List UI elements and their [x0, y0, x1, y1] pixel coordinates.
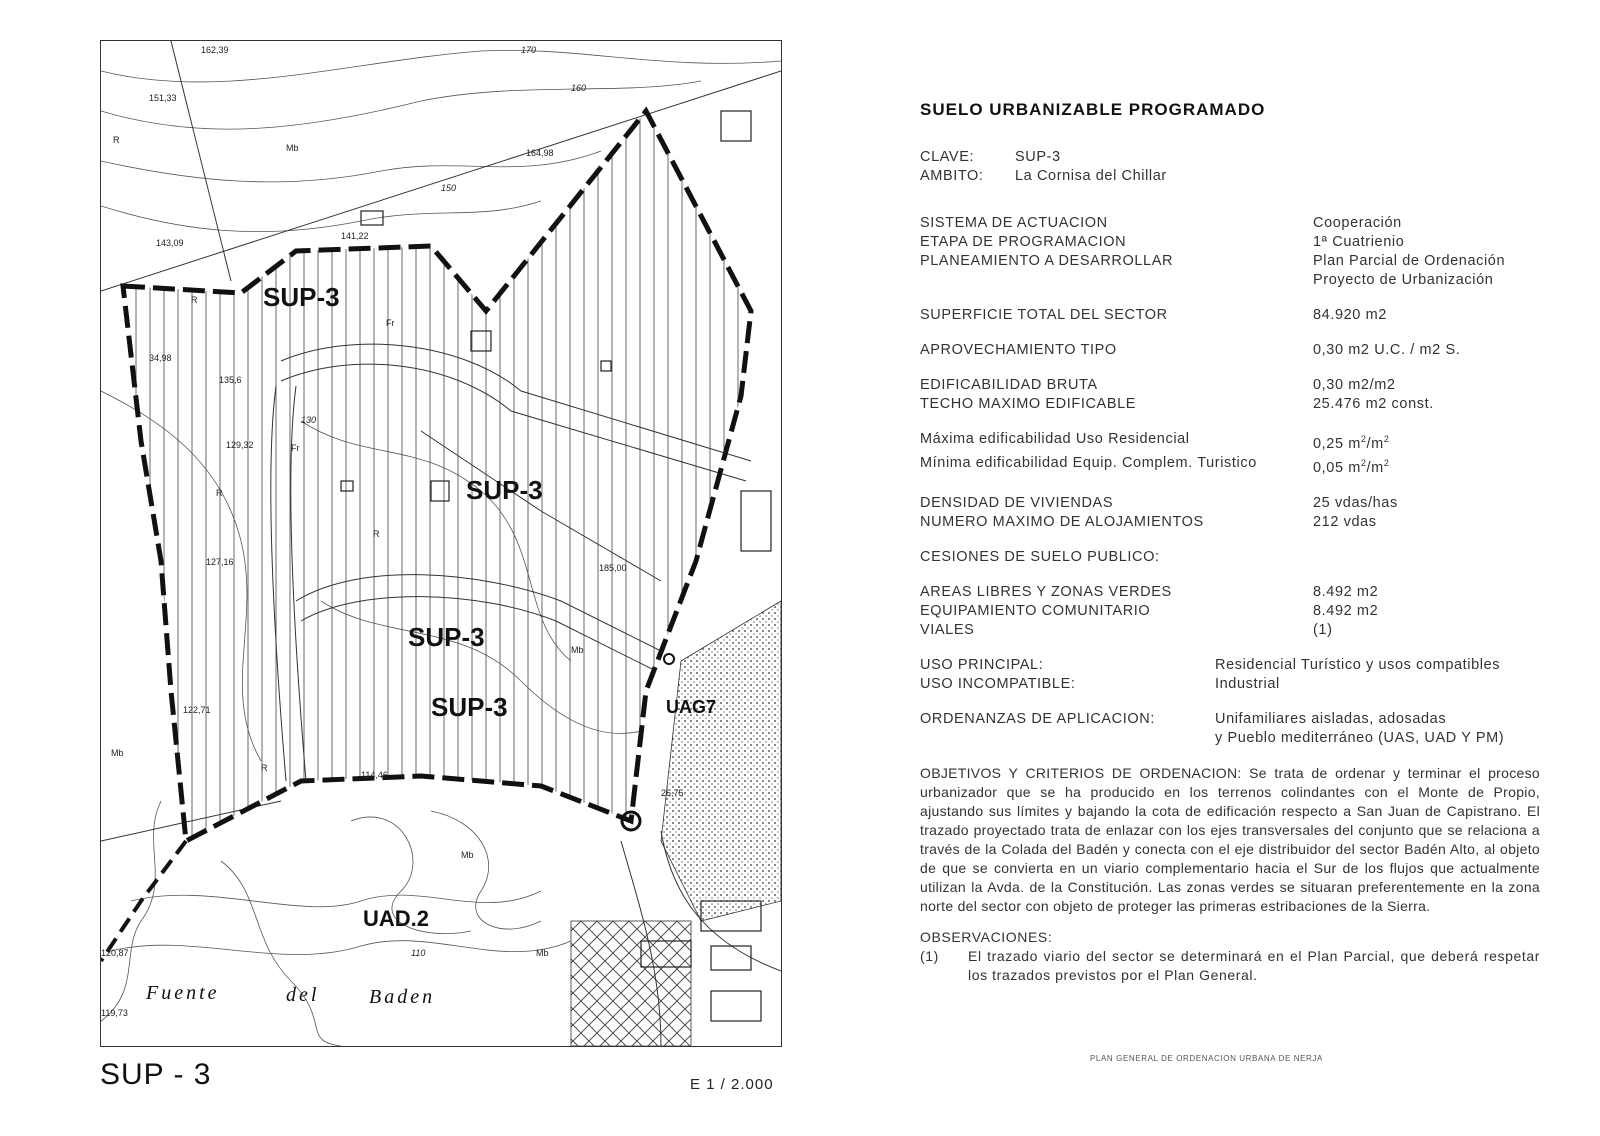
numero-value: 212 vdas: [1313, 513, 1377, 530]
elevation-label: 122,71: [183, 705, 211, 715]
zone-label: R: [113, 135, 120, 145]
viales-value: (1): [1313, 621, 1333, 638]
map-code: SUP - 3: [100, 1058, 212, 1091]
sector-label: SUP-3: [466, 475, 543, 505]
zone-label: Mb: [111, 748, 124, 758]
sector-label: SUP-3: [408, 622, 485, 652]
observacion-text: El trazado viario del sector se determinará en el Plan Parcial, que deberá respetar los trazados previstos por el Plan General.: [968, 947, 1540, 983]
contour-label: 130: [301, 415, 317, 425]
elevation-label: 120,87: [101, 948, 129, 958]
ordenanzas-label: ORDENANZAS DE APLICACION:: [920, 710, 1155, 727]
unit-sup: 2: [1360, 434, 1367, 444]
clave-value: SUP-3: [1015, 149, 1061, 165]
footer-note: PLAN GENERAL DE ORDENACION URBANA DE NERJA: [1090, 1054, 1323, 1063]
uad-label: UAG7: [666, 697, 717, 717]
densidad-label: DENSIDAD DE VIVIENDAS: [920, 494, 1114, 511]
edificabilidad-value: 0,30 m2/m2: [1313, 377, 1396, 393]
sector-label: SUP-3: [263, 282, 340, 312]
zone-label: R: [191, 295, 198, 305]
clave-label: CLAVE:: [920, 149, 975, 165]
zone-label: Mb: [536, 948, 549, 958]
zone-label: R: [373, 529, 380, 539]
areas-value: 8.492 m2: [1313, 583, 1379, 600]
observacion-number: (1): [920, 947, 939, 964]
elevation-label: 127,16: [206, 557, 234, 567]
elevation-label: 25,75: [661, 788, 684, 798]
techo-value: 25.476 m2 const.: [1313, 396, 1434, 412]
uad-label: UAD.2: [363, 906, 430, 931]
viales-label: VIALES: [920, 621, 975, 638]
sheet-title: SUELO URBANIZABLE PROGRAMADO: [920, 100, 1266, 119]
min-edificabilidad-value: [1313, 454, 1540, 478]
min-value-text: 0,05 m: [1313, 459, 1361, 476]
elevation-label: 185,00: [599, 563, 627, 573]
cesiones-label: CESIONES DE SUELO PUBLICO:: [920, 548, 1160, 565]
max-edificabilidad-label: Máxima edificabilidad Uso Residencial: [920, 431, 1190, 447]
contour-label: 170: [521, 45, 537, 55]
plan-map: [100, 40, 782, 1047]
elevation-label: 162,39: [201, 45, 229, 55]
elevation-label: 143,09: [156, 238, 184, 248]
uso-principal-label: USO PRINCIPAL:: [920, 656, 1044, 673]
zone-label: Mb: [286, 143, 299, 153]
edificabilidad-label: EDIFICABILIDAD BRUTA: [920, 377, 1098, 393]
elevation-label: 141,22: [341, 231, 369, 241]
zone-label: Mb: [461, 850, 474, 860]
urban-block-cross: [571, 921, 691, 1046]
boundary-marker: [664, 654, 674, 664]
aprovechamiento-value: 0,30 m2 U.C. / m2 S.: [1313, 342, 1461, 358]
uso-incompatible-value: Industrial: [1215, 675, 1280, 692]
zone-label: Fr: [386, 318, 395, 328]
sistema-value: Cooperación: [1313, 215, 1402, 231]
elevation-label: 114,46: [361, 770, 388, 780]
objetivos-paragraph: OBJETIVOS Y CRITERIOS DE ORDENACION: Se trata de ordenar y terminar el proceso urbanizador que se ha producido en los terrenos colindantes con el Monte de Propio, ajustando sus límites y bajando la cota de edificación respecto a San Juan de Capistrano. El trazado proyectado trata de enlazar con los ejes transversales del conjunto que se relaciona a través de la Colada del Badén y conecta con el eje distribuidor del sector Badén Alto, al objeto de que se convierta en un viario complementario hacia el Sur de los flujos que actualmente utilizan la Avda. de la Constitución. Las zonas verdes se situaran preferentemente en la zona norte del sector con objeto de proteger las primeras estribaciones de la Sierra.: [920, 764, 1540, 914]
max-value-text: 0,25 m: [1313, 435, 1361, 452]
equip-value: 8.492 m2: [1313, 602, 1379, 619]
sector-label: SUP-3: [431, 692, 508, 722]
planeamiento-value: Proyecto de Urbanización: [1313, 272, 1494, 288]
place-name: del: [286, 984, 320, 1006]
elevation-label: 119,73: [101, 1008, 128, 1018]
zone-label: Fr: [291, 443, 300, 453]
plan-map-drawing: [101, 41, 781, 1046]
unit-mid: /m: [1366, 435, 1384, 452]
ordenanzas-value: Unifamiliares aisladas, adosadas: [1215, 710, 1447, 727]
map-scale: E 1 / 2.000: [690, 1076, 774, 1093]
etapa-value: 1ª Cuatrienio: [1313, 234, 1405, 250]
sistema-label: SISTEMA DE ACTUACION: [920, 215, 1108, 231]
unit-sup: 2: [1383, 434, 1390, 444]
max-edificabilidad-value: [1313, 430, 1540, 454]
superficie-label: SUPERFICIE TOTAL DEL SECTOR: [920, 307, 1168, 323]
elevation-label: 135,6: [219, 375, 242, 385]
urban-block-dots: [661, 601, 781, 921]
zone-label: Mb: [571, 645, 584, 655]
contour-label: 150: [441, 183, 457, 193]
place-name: Baden: [369, 986, 436, 1008]
elevation-label: 164,98: [526, 148, 554, 158]
place-name: Fuente: [146, 982, 220, 1004]
elevation-label: 129,32: [226, 440, 254, 450]
elevation-label: 151,33: [149, 93, 177, 103]
contour-label: 110: [411, 948, 426, 958]
planeamiento-label: PLANEAMIENTO A DESARROLLAR: [920, 253, 1174, 269]
zone-label: R: [216, 488, 223, 498]
etapa-label: ETAPA DE PROGRAMACION: [920, 234, 1127, 250]
elevation-label: 34,98: [149, 353, 172, 363]
equip-label: EQUIPAMIENTO COMUNITARIO: [920, 602, 1151, 619]
superficie-value: 84.920 m2: [1313, 307, 1387, 323]
unit-sup: 2: [1383, 457, 1390, 468]
sector-area: [123, 111, 751, 841]
min-edificabilidad-label: Mínima edificabilidad Equip. Complem. Turistico: [920, 454, 1257, 471]
secondary-boundary: [101, 841, 186, 961]
unit-sup: 2: [1360, 457, 1367, 468]
aprovechamiento-label: APROVECHAMIENTO TIPO: [920, 342, 1117, 358]
data-sheet: [920, 100, 1540, 985]
planeamiento-value: Plan Parcial de Ordenación: [1313, 253, 1506, 269]
uso-incompatible-label: USO INCOMPATIBLE:: [920, 675, 1076, 692]
areas-label: AREAS LIBRES Y ZONAS VERDES: [920, 583, 1172, 600]
observaciones-label: OBSERVACIONES:: [920, 928, 1053, 945]
unit-mid: /m: [1366, 459, 1384, 476]
densidad-value: 25 vdas/has: [1313, 494, 1398, 511]
contour-label: 160: [571, 83, 587, 93]
zone-label: R: [261, 763, 268, 773]
techo-label: TECHO MAXIMO EDIFICABLE: [920, 396, 1137, 412]
numero-label: NUMERO MAXIMO DE ALOJAMIENTOS: [920, 513, 1204, 530]
ambito-label: AMBITO:: [920, 168, 984, 184]
ordenanzas-value: y Pueblo mediterráneo (UAS, UAD Y PM): [1215, 729, 1505, 746]
uso-principal-value: Residencial Turístico y usos compatibles: [1215, 656, 1501, 673]
ambito-value: La Cornisa del Chillar: [1015, 168, 1167, 184]
